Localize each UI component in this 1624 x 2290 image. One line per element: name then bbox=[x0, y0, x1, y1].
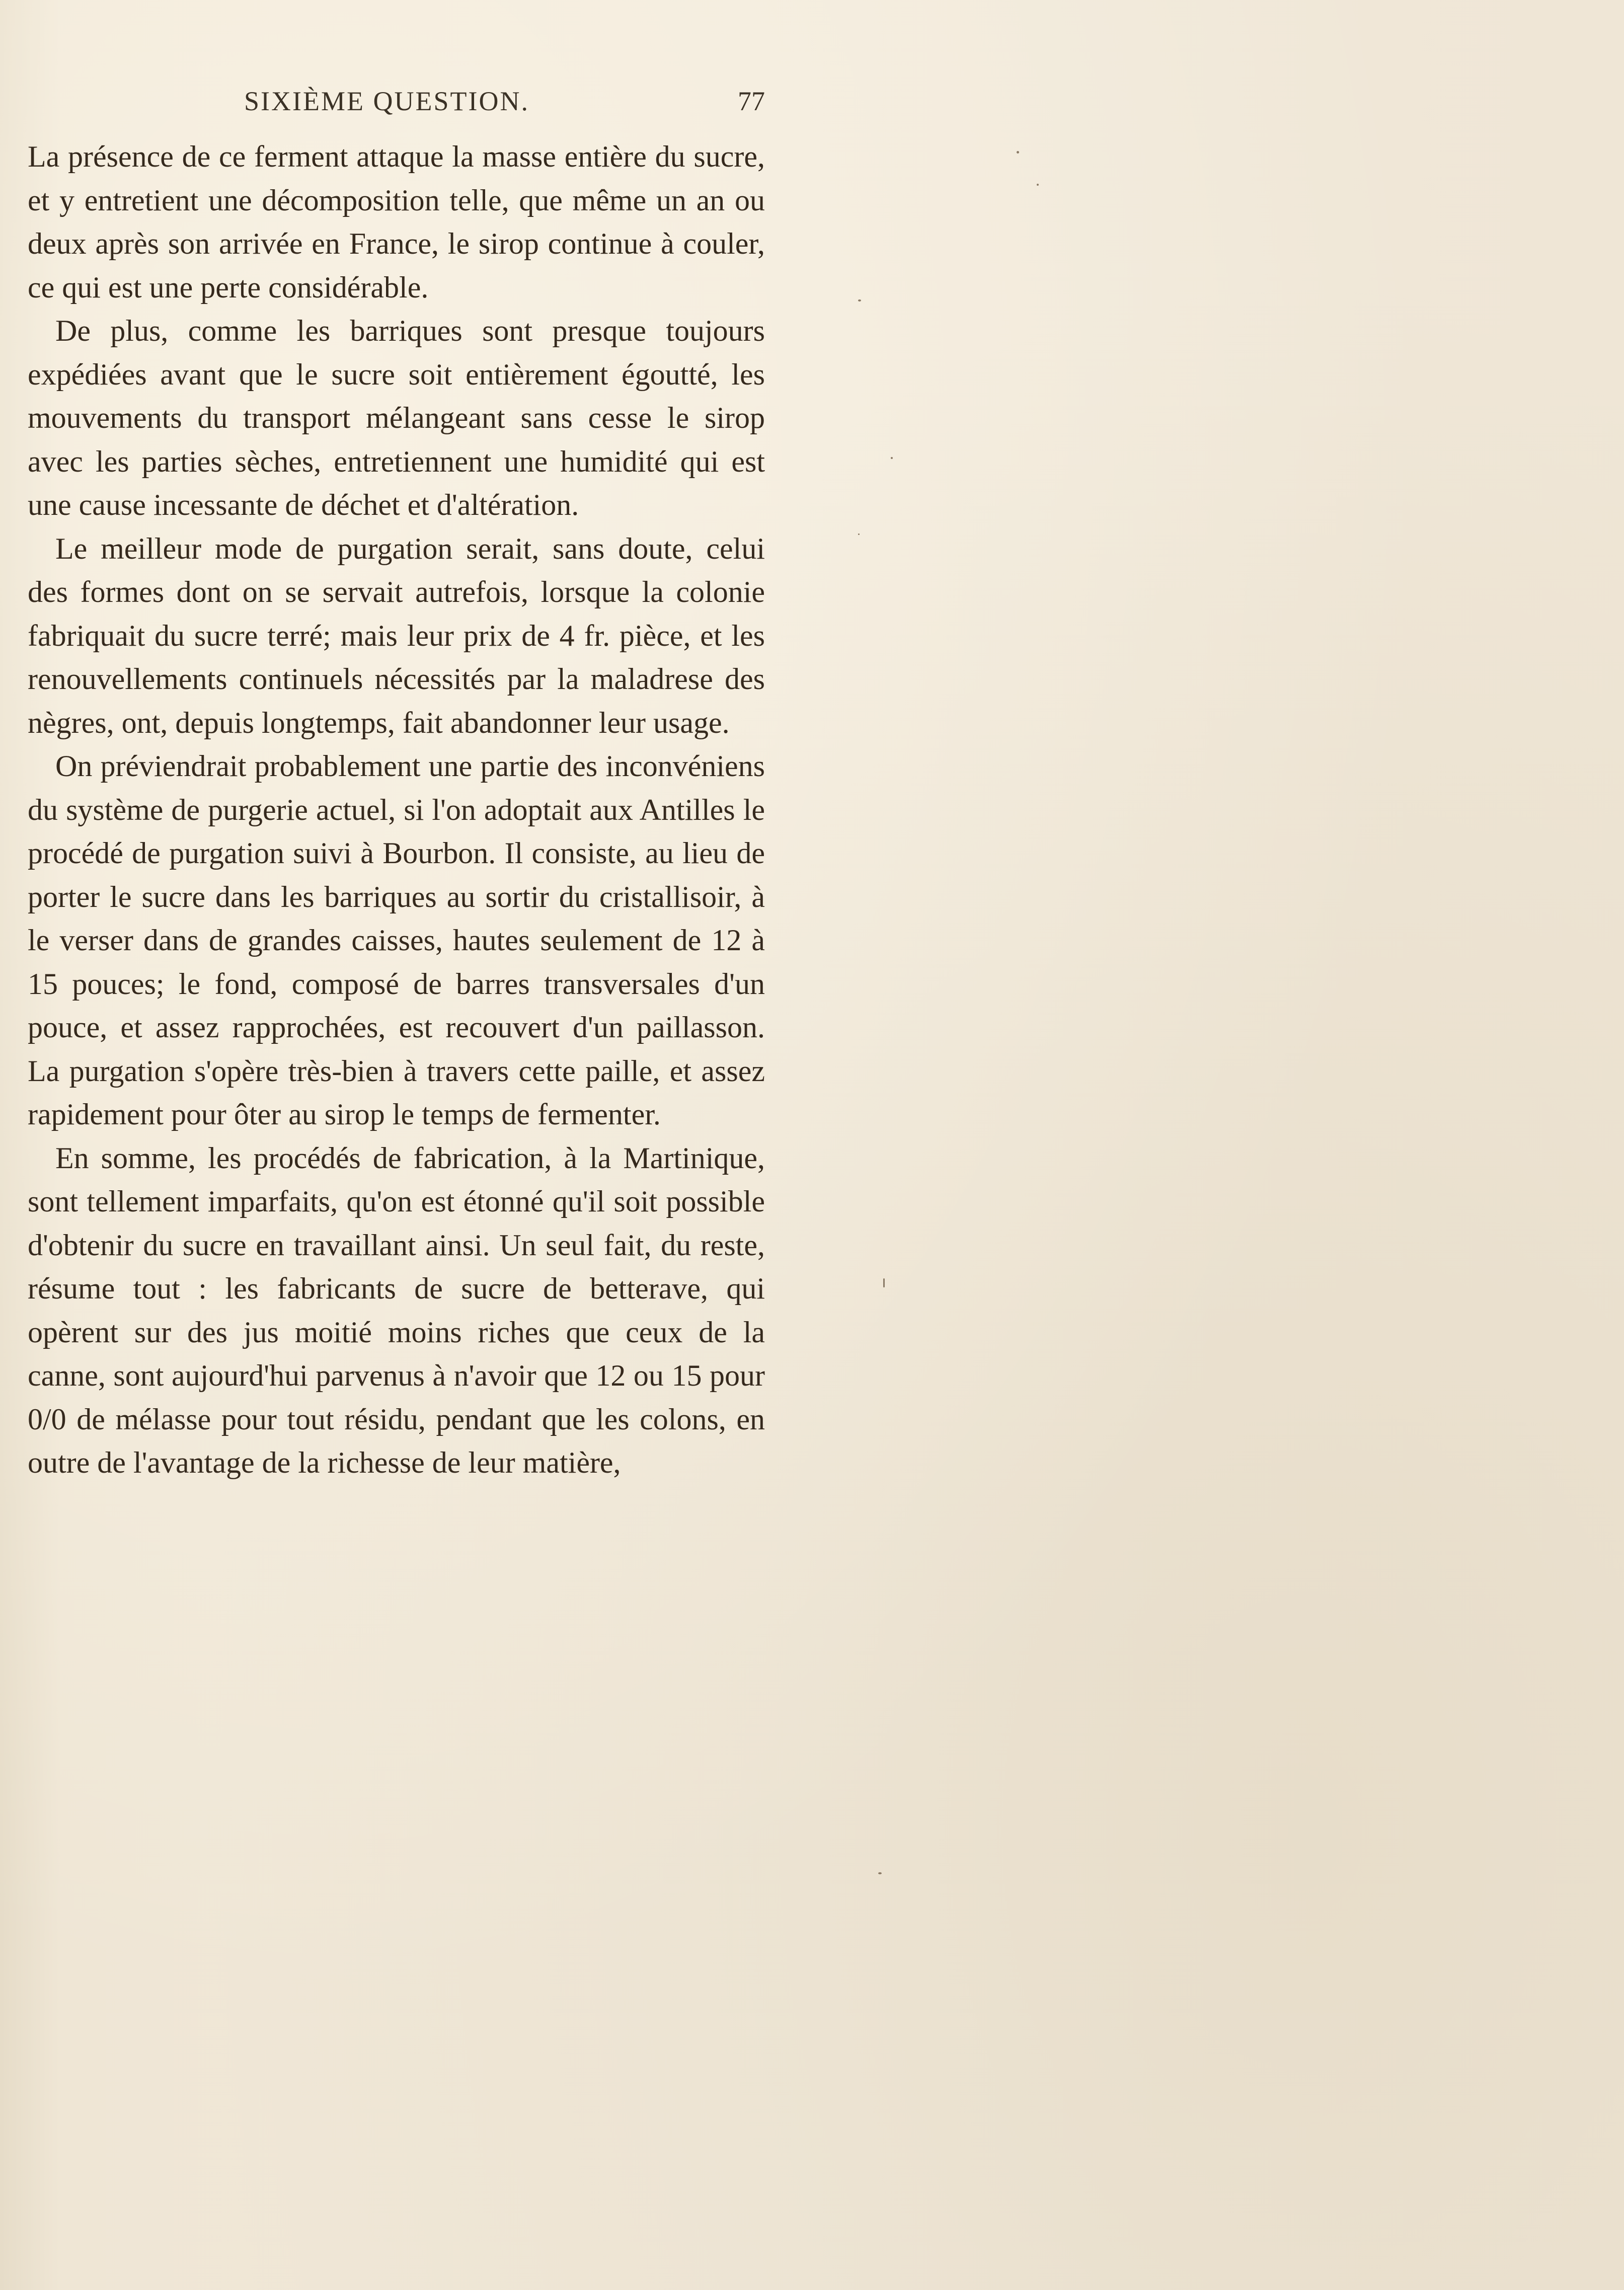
running-title: SIXIÈME QUESTION. bbox=[244, 86, 529, 116]
paragraph: En somme, les procédés de fabrication, à la Martinique, sont tellement imparfaits, qu'on est étonné qu'il soit possible d'obtenir du sucre en travaillant ainsi. Un seul fait, du reste, résume tout : les fabricants de sucre de betterave, qui opèrent sur des jus moitié moins riches que ceux de la canne, sont aujourd'hui parvenus à n'avoir que 12 ou 15 pour 0/0 de mélasse pour tout résidu, pendant que les colons, en outre de l'avantage de la richesse de leur matière, bbox=[28, 1141, 765, 1479]
paper-speck bbox=[858, 299, 861, 301]
page-number: 77 bbox=[738, 86, 765, 116]
paper-speck bbox=[1037, 184, 1039, 186]
paper-speck bbox=[1017, 151, 1019, 154]
paragraph: On préviendrait probablement une partie des inconvéniens du système de purgerie actuel, si l'on adoptait aux Antilles le procédé de purgation suivi à Bourbon. Il consiste, au lieu de porter le sucre dans les barriques au sortir du cristallisoir, à le verser dans de grandes caisses, hautes seulement de 12 à 15 pouces; le fond, composé de barres transversales d'un pouce, et assez rapprochées, est recouvert d'un paillasson. La purgation s'opère très-bien à travers cette paille, et assez rapidement pour ôter au sirop le temps de fermenter. bbox=[28, 749, 765, 1131]
paper-speck bbox=[858, 533, 860, 535]
page-header bbox=[28, 86, 765, 131]
body-text bbox=[28, 135, 765, 1485]
paragraph: La présence de ce ferment attaque la masse entière du sucre, et y entretient une décomposition telle, que même un an ou deux après son arrivée en France, le sirop continue à couler, ce qui est une perte considérable. bbox=[28, 140, 765, 304]
paragraph: De plus, comme les barriques sont presque toujours expédiées avant que le sucre soit entièrement égoutté, les mouvements du transport mélangeant sans cesse le sirop avec les parties sèches, entretiennent une humidité qui est une cause incessante de déchet et d'altération. bbox=[28, 314, 765, 521]
paper-speck bbox=[883, 1278, 885, 1287]
paper-speck bbox=[878, 1872, 882, 1874]
paragraph: Le meilleur mode de purgation serait, sans doute, celui des formes dont on se servait autrefois, lorsque la colonie fabriquait du sucre terré; mais leur prix de 4 fr. pièce, et les renouvellements continuels nécessités par la maladrese des nègres, ont, depuis longtemps, fait abandonner leur usage. bbox=[28, 531, 765, 739]
paper-speck bbox=[891, 457, 893, 459]
